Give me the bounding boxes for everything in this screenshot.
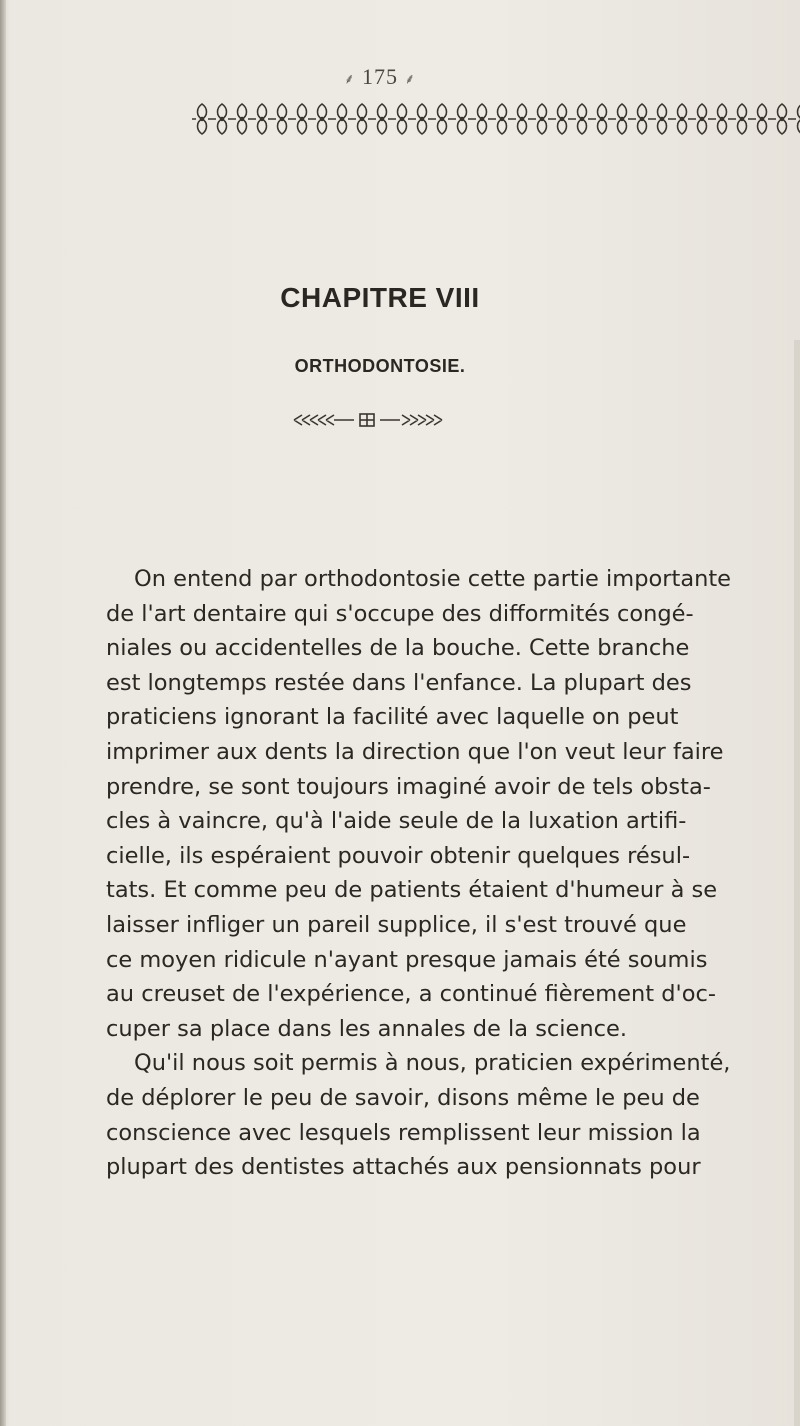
body-line-15: Qu'il nous soit permis à nous, praticien expérimenté, bbox=[134, 1050, 731, 1077]
body-line-12: ce moyen ridicule n'ayant presque jamais été soumis bbox=[106, 946, 708, 973]
body-line-16: de déplorer le peu de savoir, disons même le peu de bbox=[106, 1084, 700, 1111]
decorative-header-band bbox=[192, 98, 800, 140]
body-line-1: On entend par orthodontosie cette partie importante bbox=[134, 566, 732, 592]
page-binding-edge bbox=[0, 0, 6, 1426]
body-line-9: cielle, ils espéraient pouvoir obtenir quelques résul- bbox=[106, 842, 691, 869]
ornamental-divider bbox=[288, 409, 448, 431]
body-line-18: plupart des dentistes attachés aux pensionnats pour bbox=[106, 1154, 701, 1181]
body-line-8: cles à vaincre, qu'à l'aide seule de la luxation artifi- bbox=[106, 808, 687, 835]
body-line-5: praticiens ignorant la facilité avec laquelle on peut bbox=[106, 704, 679, 731]
body-line-6: imprimer aux dents la direction que l'on veut leur faire bbox=[106, 738, 724, 765]
page-number-ornament-right: ⸙ bbox=[404, 72, 416, 88]
body-line-4: est longtemps restée dans l'enfance. La plupart des bbox=[106, 669, 692, 696]
page-number bbox=[0, 64, 760, 90]
body-line-11: laisser infliger un pareil supplice, il s'est trouvé que bbox=[106, 911, 687, 938]
body-line-13: au creuset de l'expérience, a continué fièrement d'oc- bbox=[106, 981, 716, 1008]
body-line-14: cuper sa place dans les annales de la science. bbox=[106, 1015, 628, 1042]
body-line-7: prendre, se sont toujours imaginé avoir de tels obsta- bbox=[106, 773, 711, 800]
body-text bbox=[106, 562, 746, 1185]
chapter-title: CHAPITRE VIII bbox=[280, 282, 480, 313]
body-line-10: tats. Et comme peu de patients étaient d'humeur à se bbox=[106, 877, 718, 904]
body-line-17: conscience avec lesquels remplissent leur mission la bbox=[106, 1119, 701, 1146]
body-line-2: de l'art dentaire qui s'occupe des difformités congé- bbox=[106, 600, 694, 627]
chapter-subtitle: ORTHODONTOSIE. bbox=[294, 356, 466, 376]
page-right-edge bbox=[794, 340, 800, 1426]
page-number-value: 175 bbox=[362, 64, 398, 89]
page-number-ornament-left: ⸙ bbox=[344, 72, 356, 88]
body-line-3: niales ou accidentelles de la bouche. Cette branche bbox=[106, 635, 690, 662]
